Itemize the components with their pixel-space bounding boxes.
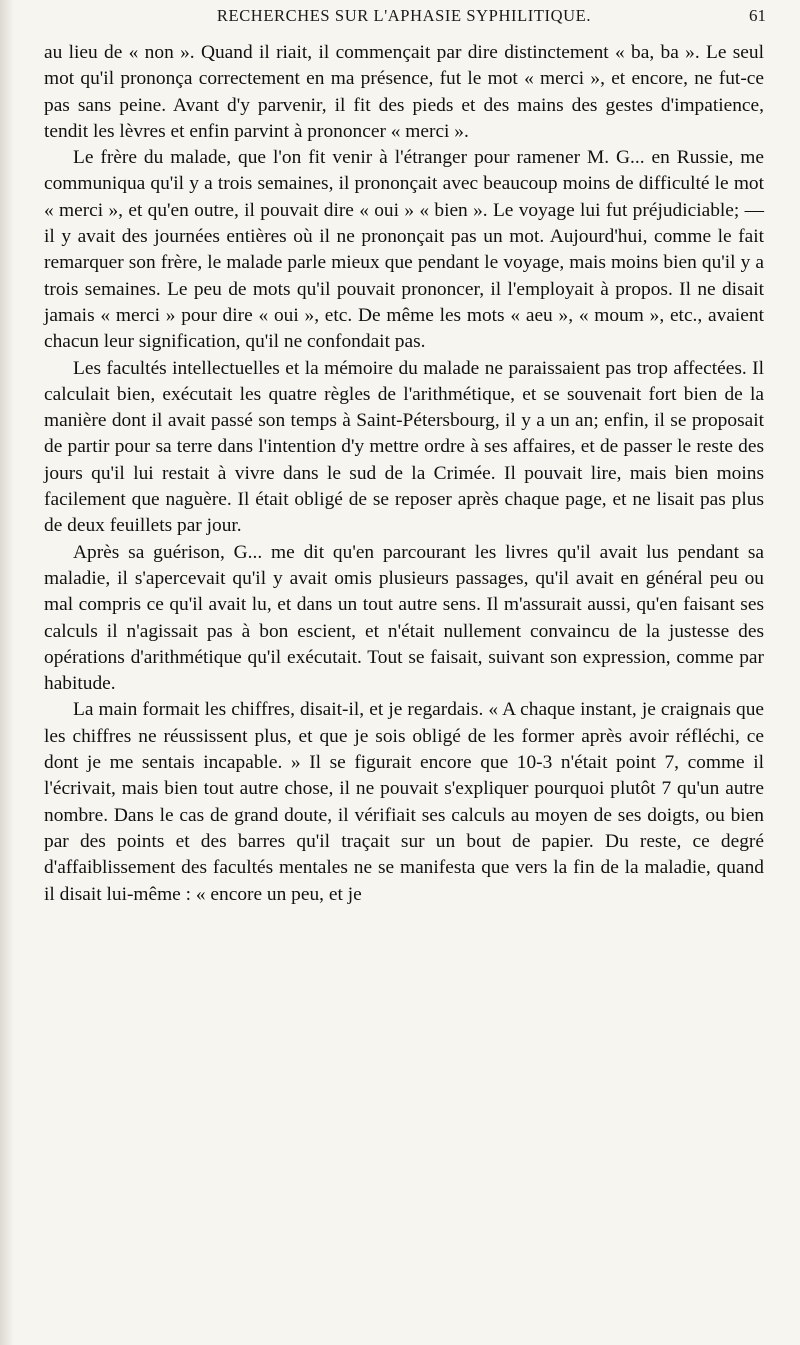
running-title: RECHERCHES SUR L'APHASIE SYPHILITIQUE.	[216, 6, 592, 25]
body-text	[44, 40, 764, 908]
paragraph: au lieu de « non ». Quand il riait, il commençait par dire distinctement « ba, ba ». Le seul mot qu'il prononça correctement en ma présence, fut le mot « merci », et encore, ne fut-ce pas sans peine. Avant d'y parvenir, il fit des pieds et des mains des gestes d'impatience, tendit les lèvres et enfin parvint à prononcer « merci ».	[44, 42, 764, 142]
paragraph: Après sa guérison, G... me dit qu'en parcourant les livres qu'il avait lus pendant sa maladie, il s'apercevait qu'il y avait omis plusieurs passages, qu'il avait en général peu ou mal compris ce qu'il avait lu, et dans un tout autre sens. Il m'assurait aussi, qu'en faisant ses calculs il n'agissait pas à bon escient, et n'était nullement convaincu de la justesse des opérations d'arithmétique qu'il exécutait. Tout se faisait, suivant son expression, comme par habitude.	[44, 541, 764, 695]
paragraph: Les facultés intellectuelles et la mémoire du malade ne paraissaient pas trop affectées. Il calculait bien, exécutait les quatre règles de l'arithmétique, et se souvenait fort bien de la manière dont il avait passé son temps à Saint-Pétersbourg, il y a un an; enfin, il se proposait de partir pour sa terre dans l'intention d'y mettre ordre à ses affaires, et de passer le reste des jours qu'il lui restait à vivre dans le sud de la Crimée. Il pouvait lire, mais bien moins facilement que naguère. Il était obligé de se reposer après chaque page, et ne lisait pas plus de deux feuillets par jour.	[44, 357, 764, 537]
paragraph: Le frère du malade, que l'on fit venir à l'étranger pour ramener M. G... en Russie, me communiqua qu'il y a trois semaines, il prononçait avec beaucoup moins de difficulté le mot « merci », et qu'en outre, il pouvait dire « oui » « bien ». Le voyage lui fut préjudiciable; — il y avait des journées entières où il ne prononçait pas un mot. Aujourd'hui, comme le fait remarquer son frère, le malade parle mieux que pendant le voyage, mais moins bien qu'il y a trois semaines. Le peu de mots qu'il pouvait prononcer, il l'employait à propos. Il ne disait jamais « merci » pour dire « oui », etc. De même les mots « aeu », « moum », etc., avaient chacun leur signification, qu'il ne confondait pas.	[44, 147, 764, 353]
page-number: 61	[749, 6, 766, 25]
paragraph: La main formait les chiffres, disait-il, et je regardais. « A chaque instant, je craignais que les chiffres ne réussissent plus, et que je sois obligé de les former après avoir réfléchi, ce dont je me sentais incapable. » Il se figurait encore que 10-3 n'était point 7, comme il l'écrivait, mais bien tout autre chose, il ne pouvait s'expliquer pourquoi plutôt 7 qu'un autre nombre. Dans le cas de grand doute, il vérifiait ses calculs au moyen de ses doigts, ou bien par des points et des barres qu'il traçait sur un bout de papier. Du reste, ce degré d'affaiblissement des facultés mentales ne se manifesta que vers la fin de la maladie, quand il disait lui-même : « encore un peu, et je	[44, 699, 764, 905]
page-binding-edge	[0, 0, 14, 1345]
page-header	[44, 6, 764, 36]
